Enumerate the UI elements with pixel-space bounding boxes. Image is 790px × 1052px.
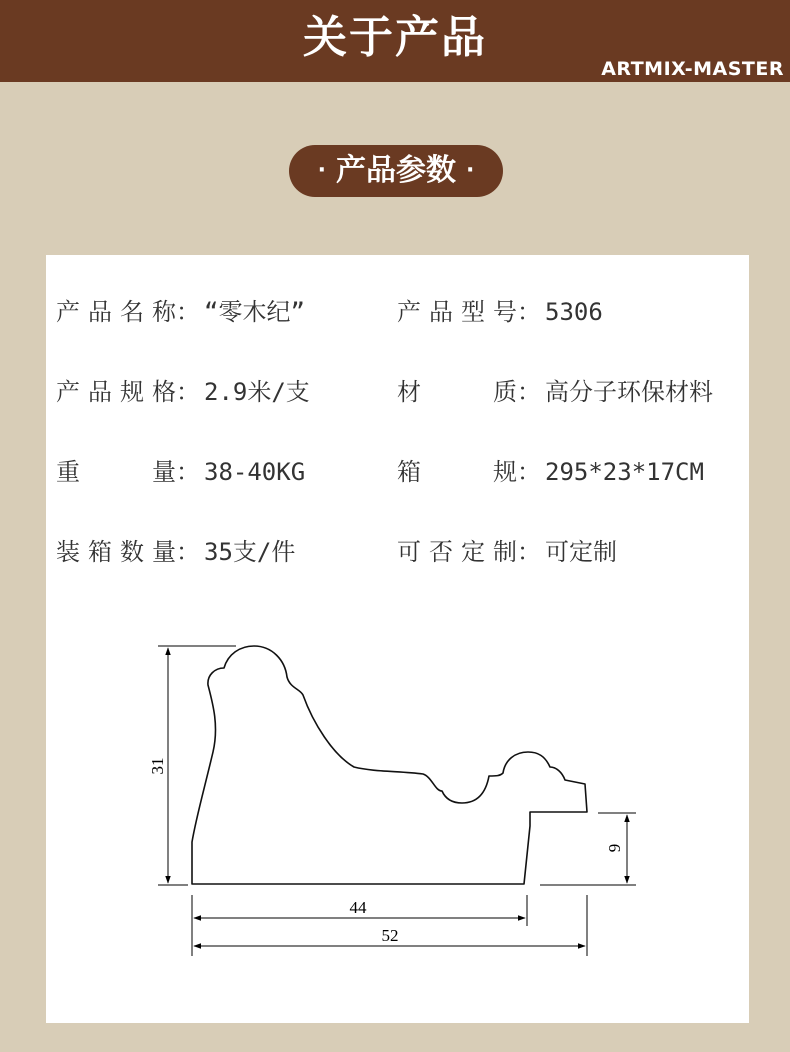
spec-label: 装箱数量 xyxy=(56,538,176,566)
spec-value: 2.9米/支 xyxy=(204,378,310,406)
spec-label: 产品名称 xyxy=(56,298,176,326)
spec-item-model: 产品型号： 5306 xyxy=(397,298,603,326)
brand-name: ARTMIX-MASTER xyxy=(601,58,784,80)
section-title: 产品参数 xyxy=(336,153,456,188)
spec-label: 可否定制 xyxy=(397,538,517,566)
spec-item-weight: 重量： 38-40KG xyxy=(56,458,306,486)
spec-label: 材质 xyxy=(397,378,517,406)
dim-44-label: 44 xyxy=(349,898,367,917)
spec-label: 重量 xyxy=(56,458,176,486)
spec-label: 箱规 xyxy=(397,458,517,486)
spec-value: 5306 xyxy=(545,298,603,326)
spec-label: 产品型号 xyxy=(397,298,517,326)
spec-item-quantity: 装箱数量： 35支/件 xyxy=(56,538,296,566)
spec-item-material: 材质： 高分子环保材料 xyxy=(397,378,713,406)
spec-item-carton: 箱规： 295*23*17CM xyxy=(397,458,704,486)
bullet-dot-right: · xyxy=(466,158,475,183)
profile-outline xyxy=(192,646,587,884)
spec-value: 高分子环保材料 xyxy=(545,378,713,406)
spec-label: 产品规格 xyxy=(56,378,176,406)
spec-value: 295*23*17CM xyxy=(545,458,704,486)
spec-value: “零木纪” xyxy=(204,298,305,326)
dim-9-label: 9 xyxy=(605,843,624,853)
spec-item-custom: 可否定制： 可定制 xyxy=(397,538,617,566)
spec-value: 38-40KG xyxy=(204,458,306,486)
bullet-dot-left: · xyxy=(317,158,326,183)
spec-value: 35支/件 xyxy=(204,538,296,566)
dim-52-label: 52 xyxy=(381,926,399,945)
spec-item-name: 产品名称： “零木纪” xyxy=(56,298,305,326)
spec-item-size: 产品规格： 2.9米/支 xyxy=(56,378,310,406)
spec-value: 可定制 xyxy=(545,538,617,566)
dim-31-label: 31 xyxy=(148,757,167,775)
page-title: 关于产品 xyxy=(303,12,487,63)
